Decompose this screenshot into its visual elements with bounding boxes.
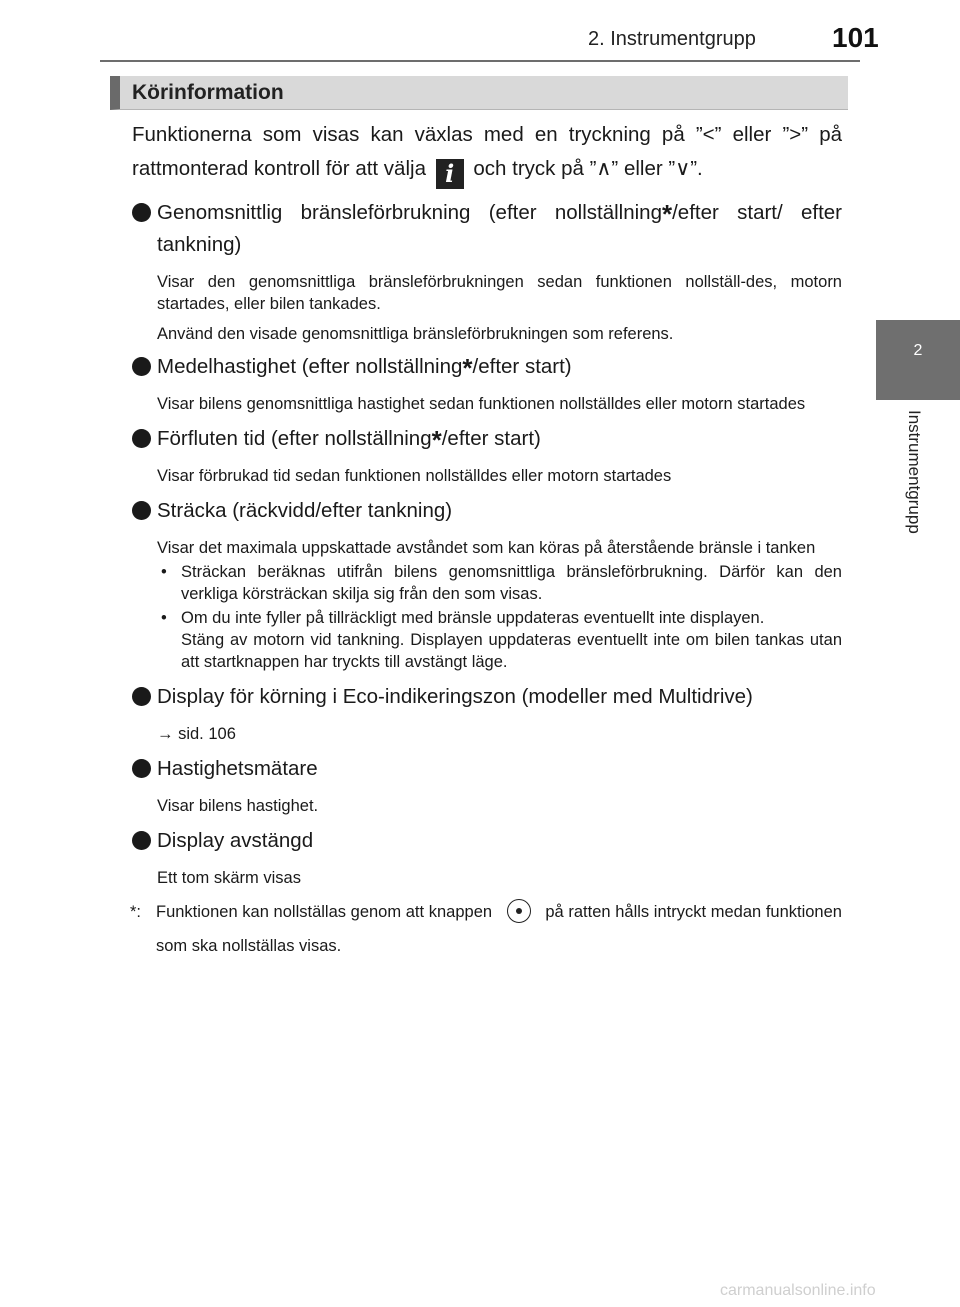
list-item [132,681,842,745]
item-heading-text-end: /efter start) [441,427,541,450]
list-item [132,197,842,345]
item-description [132,795,842,817]
asterisk-icon: * [661,199,673,229]
section-title: Körinformation [132,81,284,104]
item-description [132,465,842,487]
chapter-tab[interactable] [876,320,960,400]
bullet-icon [132,687,151,706]
description-line: Visar förbrukad tid sedan funktionen nollställdes eller motorn startades [157,467,672,485]
sub-bullet-marker: • [161,563,167,581]
item-heading-text: Hastighetsmätare [157,757,318,780]
chapter-label [876,410,960,560]
item-heading [132,753,842,785]
asterisk-icon: * [431,425,442,455]
item-heading-text: Display avstängd [157,829,314,852]
bullet-icon [132,429,151,448]
bullet-icon [132,357,151,376]
chapter-label-text: Instrumentgrupp [905,410,924,534]
item-heading-text: Förfluten tid (efter nollställning [157,427,432,450]
chapter-number: 2 [913,342,923,359]
list-item [132,825,842,889]
footnote [132,895,842,963]
description-line: Visar bilens hastighet. [157,797,319,815]
item-description [132,537,842,673]
bullet-icon [132,203,151,222]
bullet-icon [132,759,151,778]
sub-bullet-marker: • [161,609,167,627]
page-number: 101 [832,22,879,53]
sub-bullet [157,561,842,605]
description-line: Visar bilens genomsnittliga hastighet sedan funktionen nollställdes eller motorn startades [157,395,806,413]
item-heading-text: Display för körning i Eco-indikeringszon (modeller med Multidrive) [157,685,753,708]
sub-bullet-text-cont: Stäng av motorn vid tankning. Displayen uppdateras eventuellt inte om bilen tankas utan att startknappen har tryckts till avstängt läge. [181,631,842,671]
item-heading-text: Sträcka (räckvidd/efter tankning) [157,499,453,522]
item-description [132,723,842,745]
intro-text-1: Funktionerna som visas kan växlas med en tryckning på ”<” eller ”>” på rattmonterad kontroll för att välja [132,123,842,180]
item-heading [132,197,842,261]
watermark: carmanualsonline.info [720,1282,876,1299]
item-heading [132,495,842,527]
item-heading [132,681,842,713]
item-heading-text-end: /efter start/ efter tankning) [157,201,842,256]
list-item [132,753,842,817]
sub-bullet [157,607,842,673]
footnote-text-end: på ratten hålls intryckt medan funktionen som ska nollställas visas. [156,903,842,955]
description-line: Visar det maximala uppskattade avståndet som kan köras på återstående bränsle i tanken [157,539,816,557]
list-item [132,351,842,415]
item-heading-text: Genomsnittlig bränsleförbrukning (efter nollställning [157,201,662,224]
item-description [132,867,842,889]
info-icon: i [436,159,464,189]
bullet-icon [132,831,151,850]
page-header [0,0,960,62]
asterisk-icon: * [462,353,473,383]
description-line: Använd den visade genomsnittliga bränsleförbrukningen som referens. [157,325,674,343]
item-description [132,393,842,415]
item-heading-text-end: /efter start) [472,355,572,378]
list-item [132,495,842,673]
bullet-icon [132,501,151,520]
list-item [132,423,842,487]
running-head: 2. Instrumentgrupp [588,28,756,50]
item-heading-text: Medelhastighet (efter nollställning [157,355,463,378]
item-heading [132,351,842,383]
steering-switch-button-icon [507,899,531,923]
sub-bullet-text: Sträckan beräknas utifrån bilens genomsnittliga bränsleförbrukning. Därför kan den verkliga körsträckan skilja sig från den som visas. [181,563,842,603]
item-description [132,271,842,345]
description-line: Visar den genomsnittliga bränsleförbrukningen sedan funktionen nollställ-des, motorn startades, eller bilen tankades. [157,273,842,313]
page-reference-link[interactable]: → sid. 106 [157,725,236,743]
footnote-text: Funktionen kan nollställas genom att knappen [156,903,493,921]
header-rule [100,60,860,62]
item-heading [132,825,842,857]
item-heading [132,423,842,455]
footnote-mark: *: [130,903,142,921]
description-line: Ett tom skärm visas [157,869,301,887]
page-content [132,118,842,963]
sub-bullet-text: Om du inte fyller på tillräckligt med bränsle uppdateras eventuellt inte displayen. [181,609,765,627]
intro-paragraph [132,118,842,189]
section-heading-bar [110,76,848,110]
intro-text-2: och tryck på ”∧” eller ”∨”. [473,157,703,180]
